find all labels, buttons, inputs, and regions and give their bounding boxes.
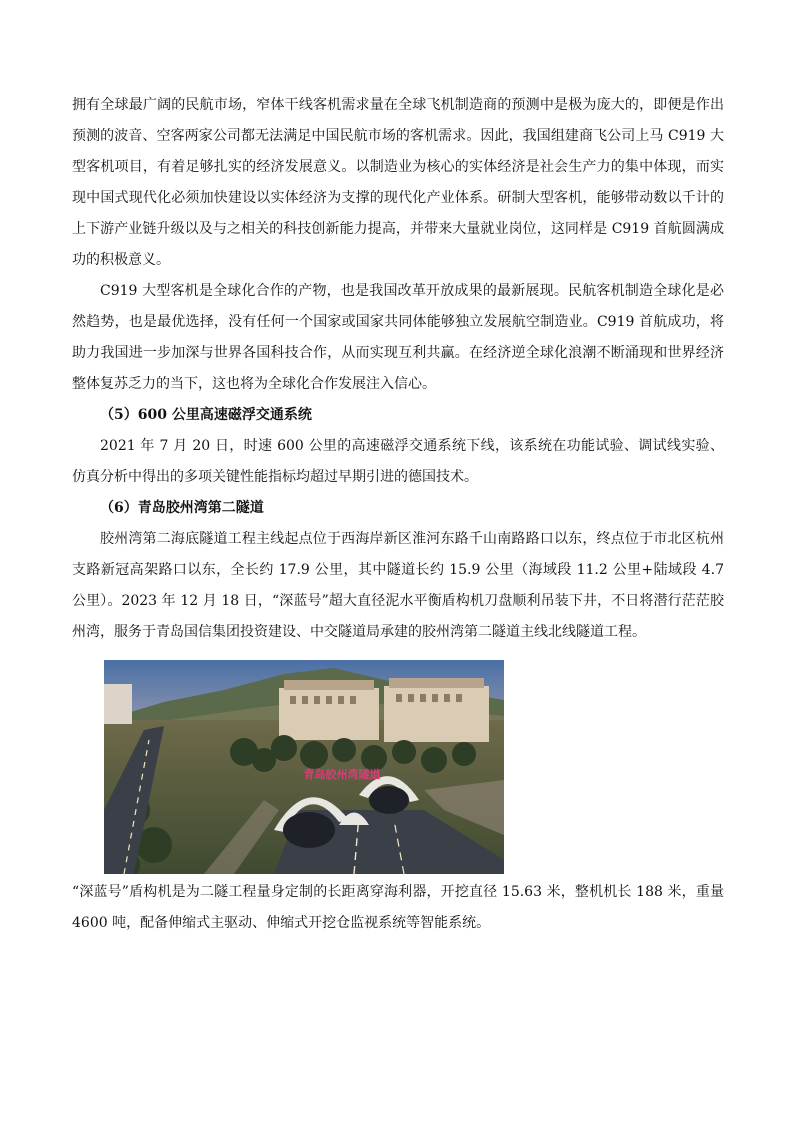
paragraph-maglev: 2021 年 7 月 20 日，时速 600 公里的高速磁浮交通系统下线，该系统在功能试验、调试线实验、仿真分析中得出的多项关键性能指标均超过早期引进的德国技术。 xyxy=(72,438,724,485)
section-heading-jiaozhou-tunnel: （6）青岛胶州湾第二隧道 xyxy=(100,500,264,516)
paragraph-c919-economic-significance: 拥有全球最广阔的民航市场，窄体干线客机需求量在全球飞机制造商的预测中是极为庞大的，即便是作出预测的波音、空客两家公司都无法满足中国民航市场的客机需求。因此，我国组建商飞公司上马 C919 大型客机项目，有着足够扎实的经济发展意义。以制造业为核心的实体经济是社会生产力的集中体现，而实现中国式现代化必须加快建设以实体经济为支撑的现代化产业体系。研制大型客机，能够带动数以千计的上下游产业链升级以及与之相关的科技创新能力提高，并带来大量就业岗位，这同样是 C919 首航圆满成功的积极意义。 xyxy=(72,97,724,268)
paragraph-tunnel-overview: 胶州湾第二海底隧道工程主线起点位于西海岸新区淮河东路千山南路路口以东，终点位于市北区杭州支路新冠高架路口以东，全长约 17.9 公里，其中隧道长约 15.9 公里（海域段 11.2 公里+陆域段 4.7 公里）。2023 年 12 月 18 日，“深蓝号”超大直径泥水平衡盾构机刀盘顺利吊装下井，不日将潜行茫茫胶州湾，服务于青岛国信集团投资建设、中交隧道局承建的胶州湾第二隧道主线北线隧道工程。 xyxy=(72,531,724,640)
paragraph-shield-machine: “深蓝号”盾构机是为二隧工程量身定制的长距离穿海利器，开挖直径 15.63 米，整机机长 188 米，重量 4600 吨，配备伸缩式主驱动、伸缩式开挖仓监视系统等智能系统。 xyxy=(72,884,724,931)
tunnel-sign-text: 青岛胶州湾隧道 xyxy=(303,768,381,781)
tunnel-entrance-photo xyxy=(104,660,504,874)
section-heading-maglev: （5）600 公里高速磁浮交通系统 xyxy=(100,407,312,423)
paragraph-c919-globalization: C919 大型客机是全球化合作的产物，也是我国改革开放成果的最新展现。民航客机制造全球化是必然趋势，也是最优选择，没有任何一个国家或国家共同体能够独立发展航空制造业。C919 首航成功，将助力我国进一步加深与世界各国科技合作，从而实现互利共赢。在经济逆全球化浪潮不断涌现和世界经济整体复苏乏力的当下，这也将为全球化合作发展注入信心。 xyxy=(72,283,724,392)
document-page xyxy=(72,90,724,939)
